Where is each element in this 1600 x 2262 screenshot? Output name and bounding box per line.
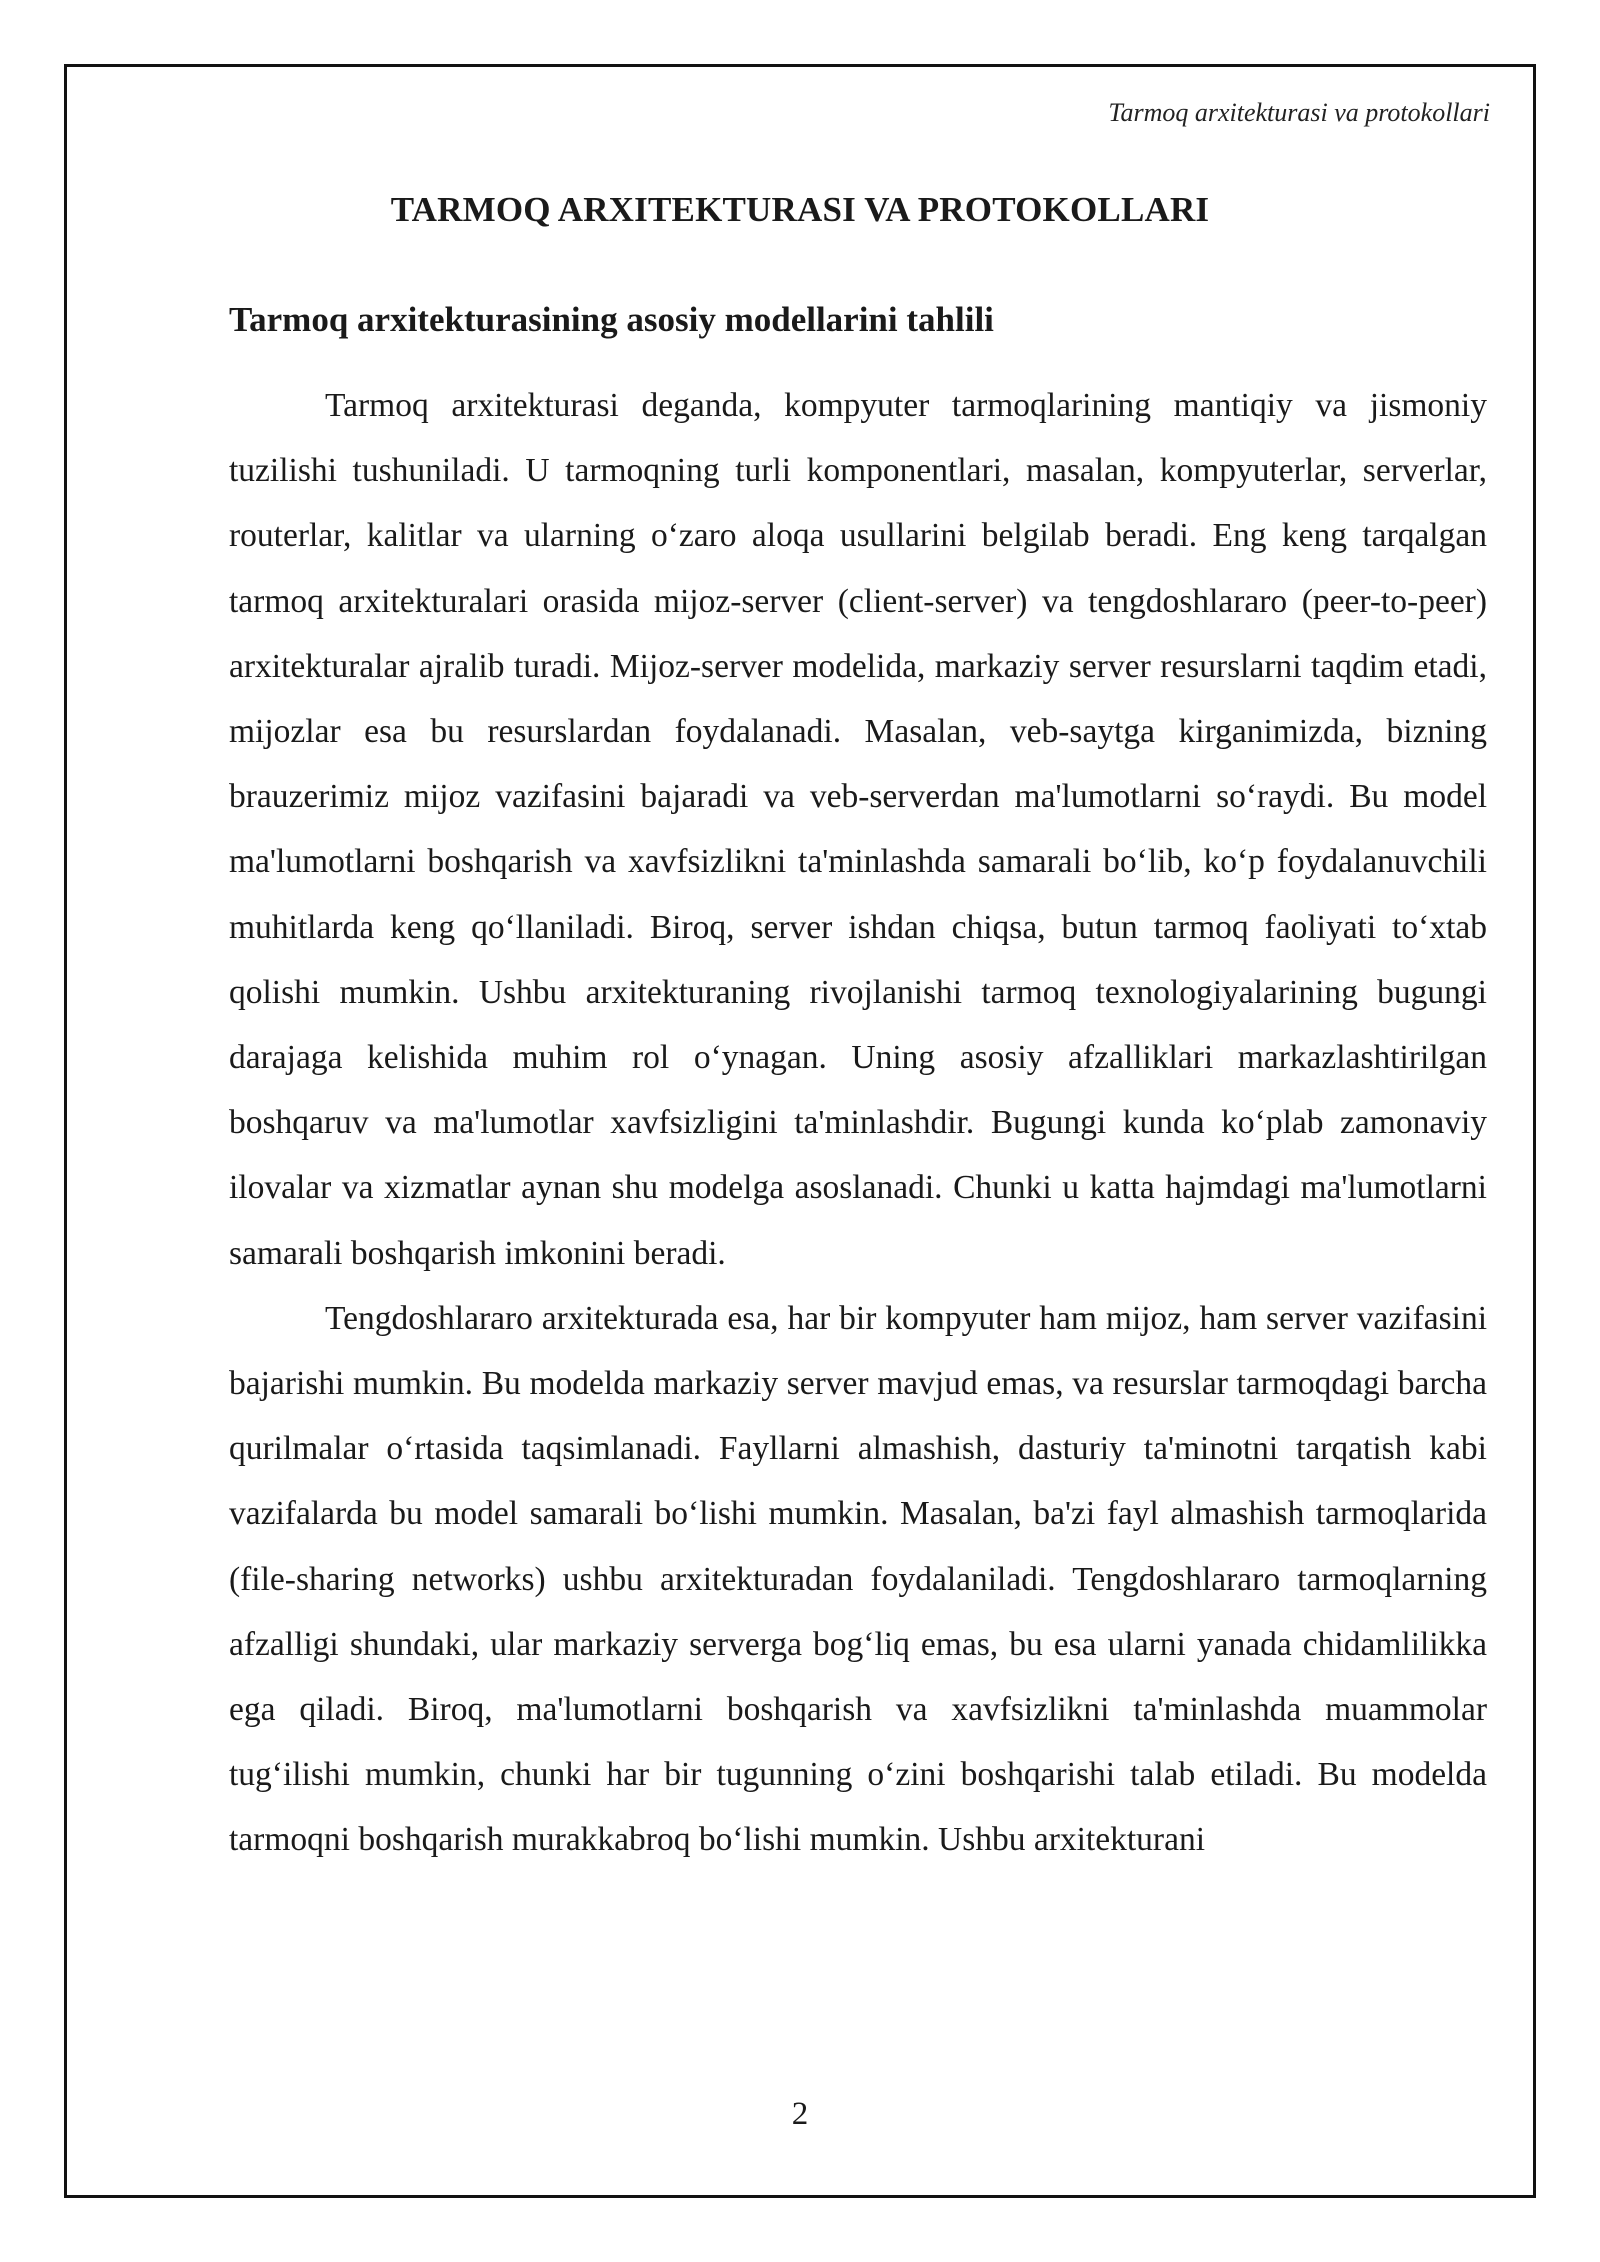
page-number: 2: [791, 2096, 809, 2132]
body-text: [229, 373, 1487, 1873]
paragraph-1: Tarmoq arxitekturasi deganda, kompyuter tarmoqlarining mantiqiy va jismoniy tuzilishi tushuniladi. U tarmoqning turli komponentlari, masalan, kompyuterlar, serverlar, routerlar, kalitlar va ularning o‘zaro aloqa usullarini belgilab beradi. Eng keng tarqalgan tarmoq arxitekturalari orasida mijoz-server (client-server) va tengdoshlararo (peer-to-peer) arxitekturalar ajralib turadi. Mijoz-server modelida, markaziy server resurslarni taqdim etadi, mijozlar esa bu resurslardan foydalanadi. Masalan, veb-saytga kirganimizda, bizning brauzerimiz mijoz vazifasini bajaradi va veb-serverdan ma'lumotlarni so‘raydi. Bu model ma'lumotlarni boshqarish va xavfsizlikni ta'minlashda samarali bo‘lib, ko‘p foydalanuvchili muhitlarda keng qo‘llaniladi. Biroq, server ishdan chiqsa, butun tarmoq faoliyati to‘xtab qolishi mumkin. Ushbu arxitekturaning rivojlanishi tarmoq texnologiyalarining bugungi darajaga kelishida muhim rol o‘ynagan. Uning asosiy afzalliklari markazlashtirilgan boshqaruv va ma'lumotlar xavfsizligini ta'minlashdir. Bugungi kunda ko‘plab zamonaviy ilovalar va xizmatlar aynan shu modelga asoslanadi. Chunki u katta hajmdagi ma'lumotlarni samarali boshqarish imkonini beradi.: [229, 387, 1487, 1272]
paragraph-2: Tengdoshlararo arxitekturada esa, har bir kompyuter ham mijoz, ham server vazifasini bajarishi mumkin. Bu modelda markaziy server mavjud emas, va resurslar tarmoqdagi barcha qurilmalar o‘rtasida taqsimlanadi. Fayllarni almashish, dasturiy ta'minotni tarqatish kabi vazifalarda bu model samarali bo‘lishi mumkin. Masalan, ba'zi fayl almashish tarmoqlarida (file-sharing networks) ushbu arxitekturadan foydalaniladi. Tengdoshlararo tarmoqlarning afzalligi shundaki, ular markaziy serverga bog‘liq emas, bu esa ularni yanada chidamlilikka ega qiladi. Biroq, ma'lumotlarni boshqarish va xavfsizlikni ta'minlashda muammolar tug‘ilishi mumkin, chunki har bir tugunning o‘zini boshqarishi talab etiladi. Bu modelda tarmoqni boshqarish murakkabroq bo‘lishi mumkin. Ushbu arxitekturani: [229, 1299, 1487, 1859]
section-heading: Tarmoq arxitekturasining asosiy modellarini tahlili: [229, 300, 994, 339]
document-title: TARMOQ ARXITEKTURASI VA PROTOKOLLARI: [390, 190, 1210, 229]
running-header: Tarmoq arxitekturasi va protokollari: [1108, 98, 1490, 127]
